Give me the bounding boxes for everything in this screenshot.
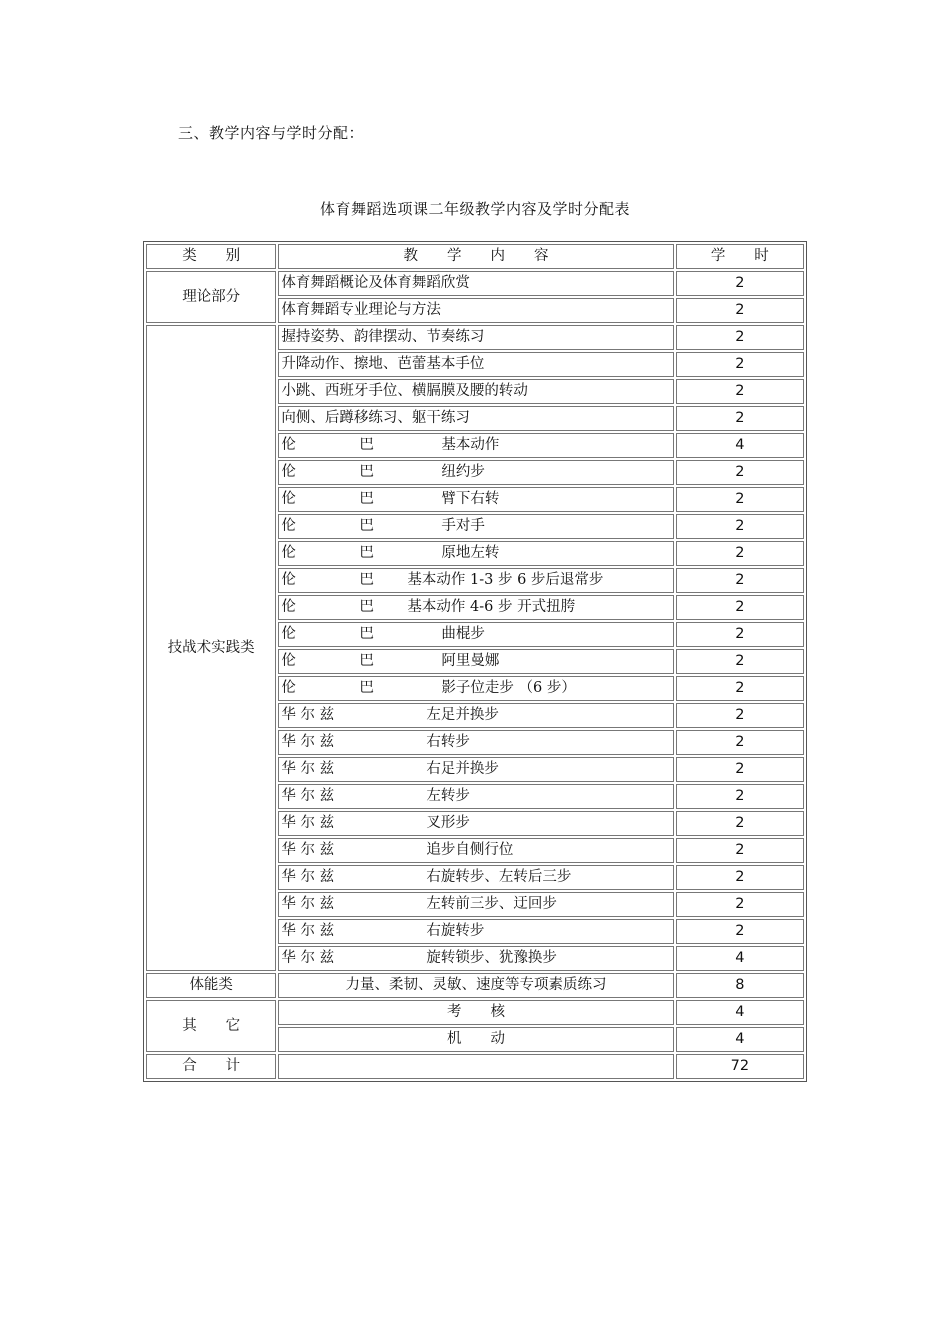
dance-name-2: 巴 xyxy=(359,464,374,480)
figure-name: 纽约步 xyxy=(441,464,485,480)
dance-name: 华 尔 兹 xyxy=(281,896,335,912)
hours-cell: 2 xyxy=(676,784,804,809)
figure-name: 阿里曼娜 xyxy=(441,653,500,669)
hours-cell: 2 xyxy=(676,649,804,674)
hours-cell: 2 xyxy=(676,892,804,917)
figure-name: 追步自侧行位 xyxy=(426,842,514,858)
figure-name: 基本动作 1-3 步 6 步后退常步 xyxy=(407,572,604,588)
hours-cell: 2 xyxy=(676,460,804,485)
figure-name: 右转步 xyxy=(426,734,470,750)
dance-name: 华 尔 兹 xyxy=(281,815,335,831)
hours-cell: 2 xyxy=(676,865,804,890)
dance-name: 伦 xyxy=(281,464,296,480)
dance-name-2: 巴 xyxy=(359,491,374,507)
content-cell xyxy=(278,757,673,782)
dance-name-2: 巴 xyxy=(359,653,374,669)
hours-cell: 72 xyxy=(676,1054,804,1079)
hours-cell: 2 xyxy=(676,811,804,836)
content-cell xyxy=(278,838,673,863)
dance-name-2: 巴 xyxy=(359,437,374,453)
content-cell xyxy=(278,946,673,971)
dance-name-2: 巴 xyxy=(359,680,374,696)
hours-cell: 2 xyxy=(676,838,804,863)
content-cell xyxy=(278,784,673,809)
figure-name: 右足并换步 xyxy=(426,761,499,777)
header-hours: 学 时 xyxy=(676,244,804,269)
header-row xyxy=(146,244,804,269)
dance-name: 华 尔 兹 xyxy=(281,734,335,750)
table-row xyxy=(146,271,804,296)
hours-cell: 2 xyxy=(676,568,804,593)
content-cell: 考 核 xyxy=(278,1000,673,1025)
hours-cell: 2 xyxy=(676,676,804,701)
hours-cell: 4 xyxy=(676,1000,804,1025)
content-cell: 小跳、西班牙手位、横膈膜及腰的转动 xyxy=(278,379,673,404)
dance-name: 伦 xyxy=(281,626,296,642)
hours-cell: 2 xyxy=(676,379,804,404)
content-cell xyxy=(278,568,673,593)
content-cell xyxy=(278,676,673,701)
hours-cell: 4 xyxy=(676,433,804,458)
hours-cell: 4 xyxy=(676,946,804,971)
content-cell xyxy=(278,919,673,944)
content-cell xyxy=(278,514,673,539)
dance-name: 华 尔 兹 xyxy=(281,923,335,939)
content-cell xyxy=(278,541,673,566)
category-practice: 技战术实践类 xyxy=(146,325,276,971)
dance-name-2: 巴 xyxy=(359,545,374,561)
hours-cell: 2 xyxy=(676,703,804,728)
content-cell xyxy=(278,865,673,890)
section-heading: 三、教学内容与学时分配： xyxy=(178,124,365,142)
hours-cell: 2 xyxy=(676,919,804,944)
dance-name: 华 尔 兹 xyxy=(281,707,335,723)
header-content: 教 学 内 容 xyxy=(278,244,673,269)
figure-name: 左转前三步、迂回步 xyxy=(426,896,557,912)
figure-name: 左足并换步 xyxy=(426,707,499,723)
figure-name: 旋转锁步、犹豫换步 xyxy=(426,950,557,966)
dance-name-2: 巴 xyxy=(359,518,374,534)
hours-cell: 2 xyxy=(676,298,804,323)
table-row xyxy=(146,1000,804,1025)
dance-name-2: 巴 xyxy=(359,626,374,642)
figure-name: 臂下右转 xyxy=(441,491,500,507)
hours-cell: 4 xyxy=(676,1027,804,1052)
hours-cell: 2 xyxy=(676,487,804,512)
content-cell: 力量、柔韧、灵敏、速度等专项素质练习 xyxy=(278,973,673,998)
dance-name: 华 尔 兹 xyxy=(281,869,335,885)
figure-name: 基本动作 4-6 步 开式扭胯 xyxy=(407,599,576,615)
hours-cell: 2 xyxy=(676,271,804,296)
content-cell xyxy=(278,460,673,485)
hours-cell: 8 xyxy=(676,973,804,998)
content-cell xyxy=(278,1054,673,1079)
hours-cell: 2 xyxy=(676,325,804,350)
content-cell xyxy=(278,487,673,512)
dance-name: 华 尔 兹 xyxy=(281,842,335,858)
dance-name: 伦 xyxy=(281,680,296,696)
content-cell xyxy=(278,433,673,458)
header-category: 类 别 xyxy=(146,244,276,269)
figure-name: 影子位走步 （6 步） xyxy=(441,680,576,696)
figure-name: 右旋转步、左转后三步 xyxy=(426,869,572,885)
content-cell xyxy=(278,703,673,728)
category-other: 其 它 xyxy=(146,1000,276,1052)
dance-name: 伦 xyxy=(281,599,296,615)
category-fitness: 体能类 xyxy=(146,973,276,998)
content-cell xyxy=(278,649,673,674)
hours-cell: 2 xyxy=(676,406,804,431)
dance-name: 伦 xyxy=(281,491,296,507)
category-theory: 理论部分 xyxy=(146,271,276,323)
content-cell: 握持姿势、韵律摆动、节奏练习 xyxy=(278,325,673,350)
figure-name: 右旋转步 xyxy=(426,923,485,939)
dance-name: 伦 xyxy=(281,518,296,534)
content-cell: 升降动作、擦地、芭蕾基本手位 xyxy=(278,352,673,377)
hours-cell: 2 xyxy=(676,352,804,377)
schedule-table-body xyxy=(146,244,804,1079)
content-cell: 机 动 xyxy=(278,1027,673,1052)
content-cell xyxy=(278,892,673,917)
dance-name: 伦 xyxy=(281,437,296,453)
dance-name: 华 尔 兹 xyxy=(281,761,335,777)
dance-name: 华 尔 兹 xyxy=(281,950,335,966)
content-cell xyxy=(278,811,673,836)
figure-name: 原地左转 xyxy=(441,545,500,561)
hours-cell: 2 xyxy=(676,541,804,566)
table-row xyxy=(146,973,804,998)
dance-name: 华 尔 兹 xyxy=(281,788,335,804)
figure-name: 曲棍步 xyxy=(441,626,485,642)
total-row xyxy=(146,1054,804,1079)
figure-name: 基本动作 xyxy=(441,437,500,453)
content-cell: 体育舞蹈专业理论与方法 xyxy=(278,298,673,323)
category-total: 合 计 xyxy=(146,1054,276,1079)
content-cell xyxy=(278,730,673,755)
schedule-table xyxy=(143,241,807,1082)
dance-name: 伦 xyxy=(281,653,296,669)
figure-name: 叉形步 xyxy=(426,815,470,831)
hours-cell: 2 xyxy=(676,595,804,620)
hours-cell: 2 xyxy=(676,730,804,755)
table-row xyxy=(146,325,804,350)
hours-cell: 2 xyxy=(676,514,804,539)
figure-name: 手对手 xyxy=(441,518,485,534)
figure-name: 左转步 xyxy=(426,788,470,804)
hours-cell: 2 xyxy=(676,622,804,647)
content-cell: 向侧、后蹲移练习、躯干练习 xyxy=(278,406,673,431)
table-title: 体育舞蹈选项课二年级教学内容及学时分配表 xyxy=(319,200,630,218)
content-cell xyxy=(278,595,673,620)
content-cell xyxy=(278,622,673,647)
dance-name-2: 巴 xyxy=(359,599,374,615)
dance-name: 伦 xyxy=(281,572,296,588)
dance-name: 伦 xyxy=(281,545,296,561)
content-cell: 体育舞蹈概论及体育舞蹈欣赏 xyxy=(278,271,673,296)
hours-cell: 2 xyxy=(676,757,804,782)
dance-name-2: 巴 xyxy=(359,572,374,588)
